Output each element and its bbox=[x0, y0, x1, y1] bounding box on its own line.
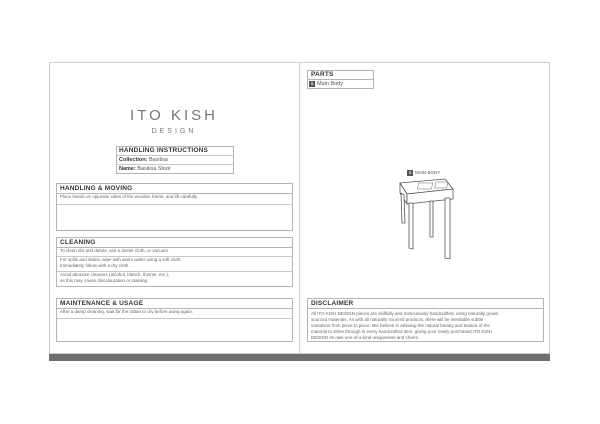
maintenance-title: MAINTENANCE & USAGE bbox=[57, 299, 292, 309]
disclaimer-line: material to shine through in every handcrafted item, giving your newly purchased ITO KISH bbox=[311, 329, 493, 334]
section-divider bbox=[57, 204, 292, 205]
cleaning-line: Avoid abrasive cleaners (alcohol, bleach, thinner, etc.), bbox=[60, 272, 169, 277]
disclaimer-section bbox=[307, 298, 544, 342]
stool-drawing bbox=[397, 177, 455, 259]
cleaning-title: CLEANING bbox=[57, 238, 292, 248]
main-body-callout bbox=[407, 169, 440, 176]
bottom-bar bbox=[49, 354, 550, 361]
parts-item bbox=[308, 80, 373, 88]
parts-title: PARTS bbox=[308, 71, 373, 80]
collection-value: Basilisa bbox=[148, 157, 168, 163]
stool-leg-front-left bbox=[409, 203, 413, 249]
part-label: Main Body bbox=[317, 81, 343, 87]
maintenance-section bbox=[56, 298, 293, 342]
cleaning-line: as this may cause discolouration or staining. bbox=[60, 278, 149, 283]
disclaimer-line: DESIGN its own one-of-a-kind uniqueness and charm. bbox=[311, 335, 420, 340]
maintenance-line: After a damp cleaning, wait for the rattan to dry before using again. bbox=[60, 309, 194, 314]
cleaning-line: For spills and stains, wipe with warm water using a soft cloth. bbox=[60, 257, 182, 262]
brand-name: ITO KISH bbox=[130, 107, 218, 124]
disclaimer-line: sourced materials. As with all naturally sourced products, there will be inevitable subtle bbox=[311, 317, 484, 322]
section-divider bbox=[57, 318, 292, 319]
handling-moving-section bbox=[56, 183, 293, 231]
cleaning-line: Immediately follow with a dry cloth. bbox=[60, 263, 130, 268]
handling-moving-title: HANDLING & MOVING bbox=[57, 184, 292, 194]
disclaimer-title: DISCLAIMER bbox=[308, 299, 543, 309]
name-row bbox=[117, 164, 233, 173]
stool-leg-front-right bbox=[445, 198, 450, 259]
handling-instructions-title: HANDLING INSTRUCTIONS bbox=[119, 147, 209, 154]
handling-moving-line: Place hands on opposite sides of the wooden frame, and lift carefully. bbox=[60, 194, 198, 199]
cleaning-line: To clean dirt and debris, use a duster cloth, or vacuum. bbox=[60, 248, 170, 253]
brand-subtitle: DESIGN bbox=[151, 128, 197, 135]
stool-leg-back-right bbox=[430, 201, 433, 237]
fold-line bbox=[299, 62, 300, 354]
handling-instructions-box bbox=[116, 146, 234, 174]
disclaimer-line: variations from piece to piece. We believe in allowing the natural beauty and texture of the bbox=[311, 323, 491, 328]
callout-number-badge: 1 bbox=[408, 169, 412, 175]
name-label: Name: bbox=[119, 166, 136, 172]
part-number-badge: 1 bbox=[310, 80, 314, 86]
collection-label: Collection: bbox=[119, 157, 148, 163]
callout-label: MAIN BODY bbox=[415, 170, 441, 175]
disclaimer-text bbox=[308, 309, 543, 343]
parts-box bbox=[307, 70, 374, 89]
name-value: Basilisa Stool bbox=[137, 166, 171, 172]
disclaimer-line: All ITO KISH DESIGN pieces are skillfully and meticulously handcrafted, using naturally grown bbox=[311, 311, 499, 316]
collection-row bbox=[117, 155, 233, 164]
cleaning-section bbox=[56, 237, 293, 287]
stool-leg-back-left bbox=[401, 193, 405, 223]
